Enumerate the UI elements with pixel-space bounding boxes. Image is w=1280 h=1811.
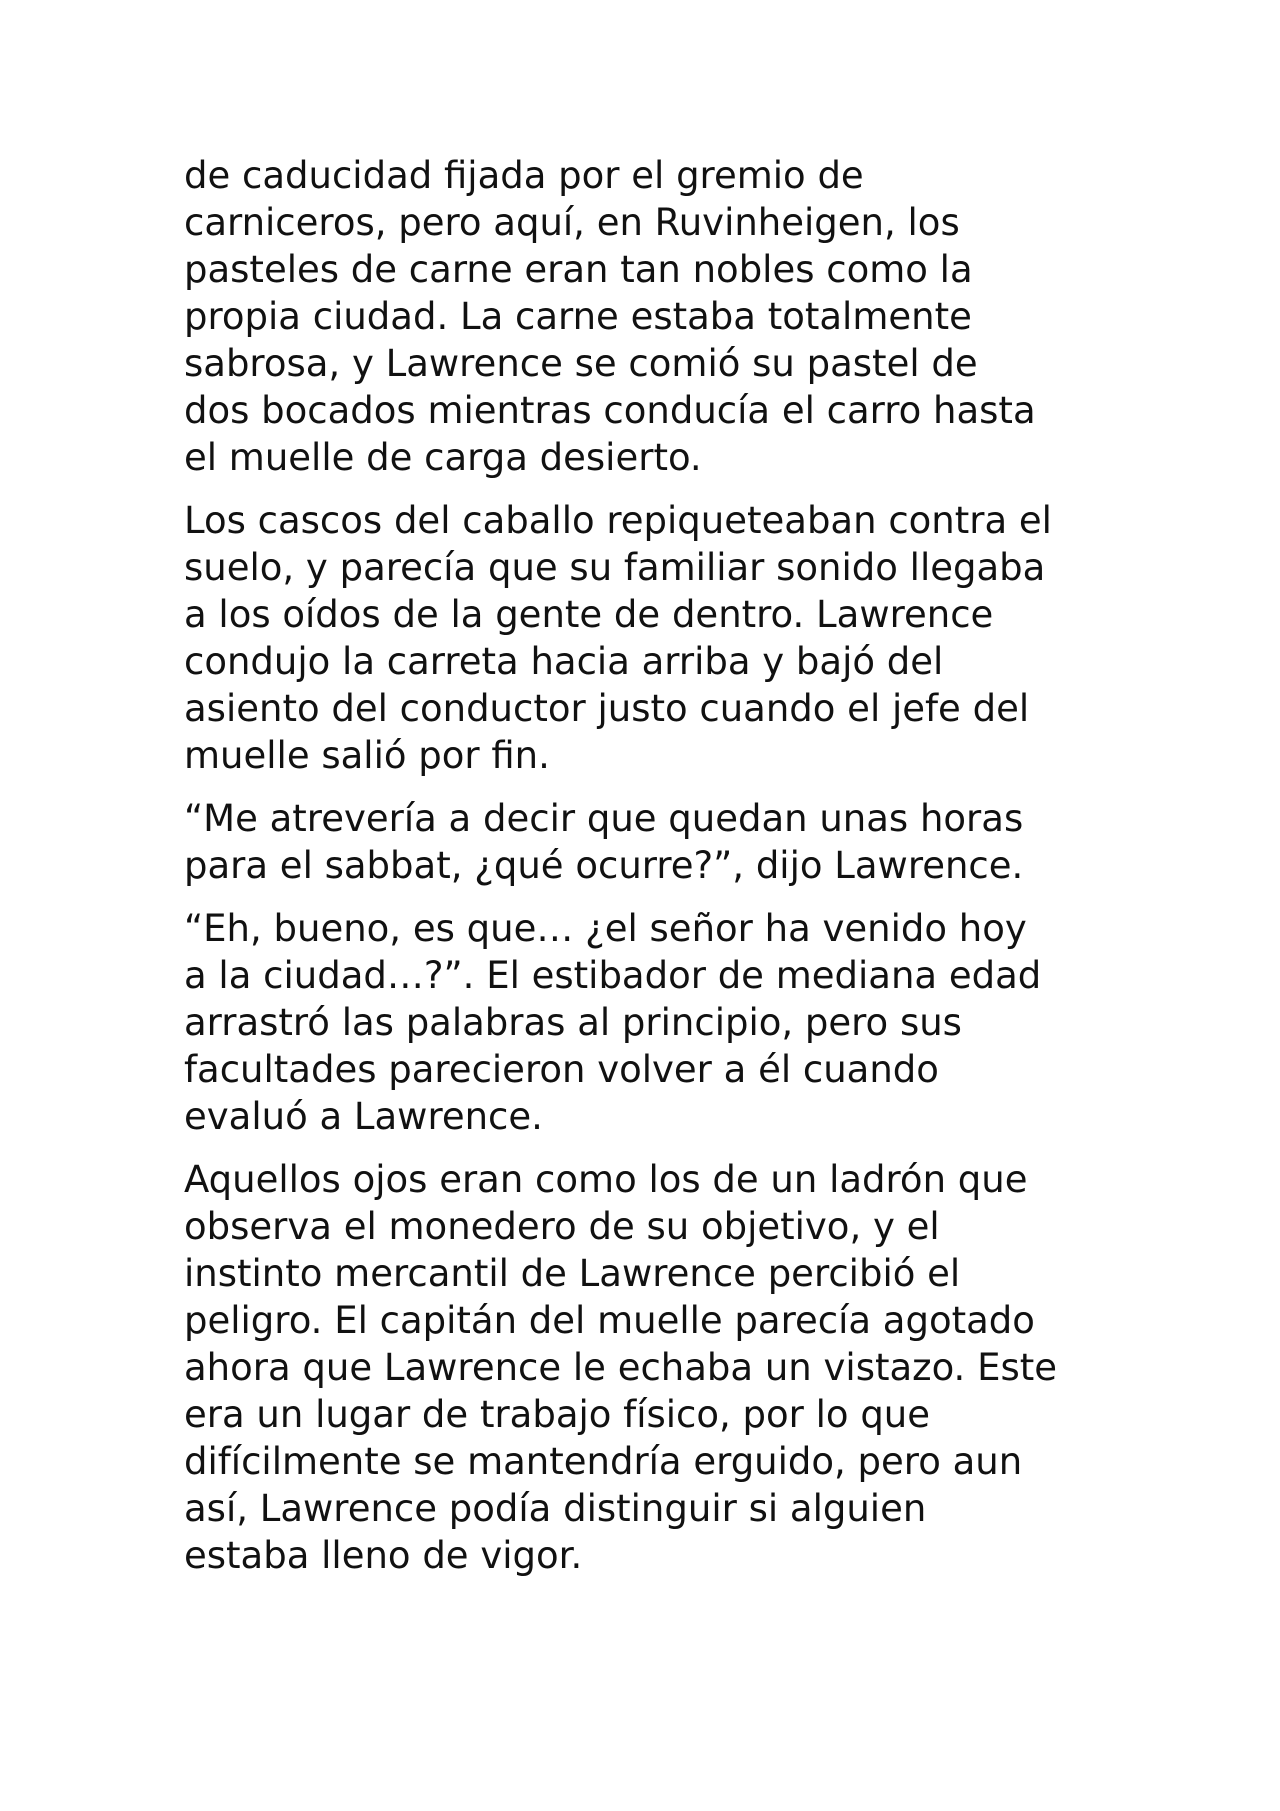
paragraph-1 xyxy=(184,152,1114,481)
text-line: evaluó a Lawrence. xyxy=(184,1095,543,1138)
text-line: Aquellos ojos eran como los de un ladrón que xyxy=(184,1158,1028,1201)
text-line: Los cascos del caballo repiqueteaban contra el xyxy=(184,499,1052,542)
text-line: facultades parecieron volver a él cuando xyxy=(184,1048,939,1091)
text-line: “Me atrevería a decir que quedan unas horas xyxy=(184,797,1024,840)
text-line: peligro. El capitán del muelle parecía agotado xyxy=(184,1299,1035,1342)
text-line: observa el monedero de su objetivo, y el xyxy=(184,1205,940,1248)
text-line: asiento del conductor justo cuando el jefe del xyxy=(184,687,1030,730)
text-line: suelo, y parecía que su familiar sonido llegaba xyxy=(184,546,1046,589)
text-line: ahora que Lawrence le echaba un vistazo. Este xyxy=(184,1346,1058,1389)
text-line: a los oídos de la gente de dentro. Lawrence xyxy=(184,593,994,636)
text-line: difícilmente se mantendría erguido, pero aun xyxy=(184,1440,1023,1483)
text-line: muelle salió por fin. xyxy=(184,734,550,777)
text-line: era un lugar de trabajo físico, por lo que xyxy=(184,1393,931,1436)
text-line: pasteles de carne eran tan nobles como la xyxy=(184,248,973,291)
paragraph-2 xyxy=(184,497,1114,779)
text-line: arrastró las palabras al principio, pero sus xyxy=(184,1001,962,1044)
text-line: así, Lawrence podía distinguir si alguien xyxy=(184,1487,927,1530)
text-line: para el sabbat, ¿qué ocurre?”, dijo Lawrence. xyxy=(184,844,1024,887)
text-line: condujo la carreta hacia arriba y bajó del xyxy=(184,640,944,683)
text-line: instinto mercantil de Lawrence percibió el xyxy=(184,1252,961,1295)
body-text xyxy=(184,152,1114,1595)
text-line: propia ciudad. La carne estaba totalmente xyxy=(184,295,972,338)
text-line: “Eh, bueno, es que… ¿el señor ha venido hoy xyxy=(184,907,1027,950)
text-line: sabrosa, y Lawrence se comió su pastel de xyxy=(184,342,978,385)
paragraph-4 xyxy=(184,905,1114,1140)
text-line: de caducidad fijada por el gremio de xyxy=(184,154,864,197)
text-line: dos bocados mientras conducía el carro hasta xyxy=(184,389,1036,432)
text-line: a la ciudad…?”. El estibador de mediana edad xyxy=(184,954,1042,997)
text-line: carniceros, pero aquí, en Ruvinheigen, los xyxy=(184,201,960,244)
text-line: el muelle de carga desierto. xyxy=(184,436,702,479)
paragraph-3 xyxy=(184,795,1114,889)
text-line: estaba lleno de vigor. xyxy=(184,1534,583,1577)
paragraph-5 xyxy=(184,1156,1114,1579)
